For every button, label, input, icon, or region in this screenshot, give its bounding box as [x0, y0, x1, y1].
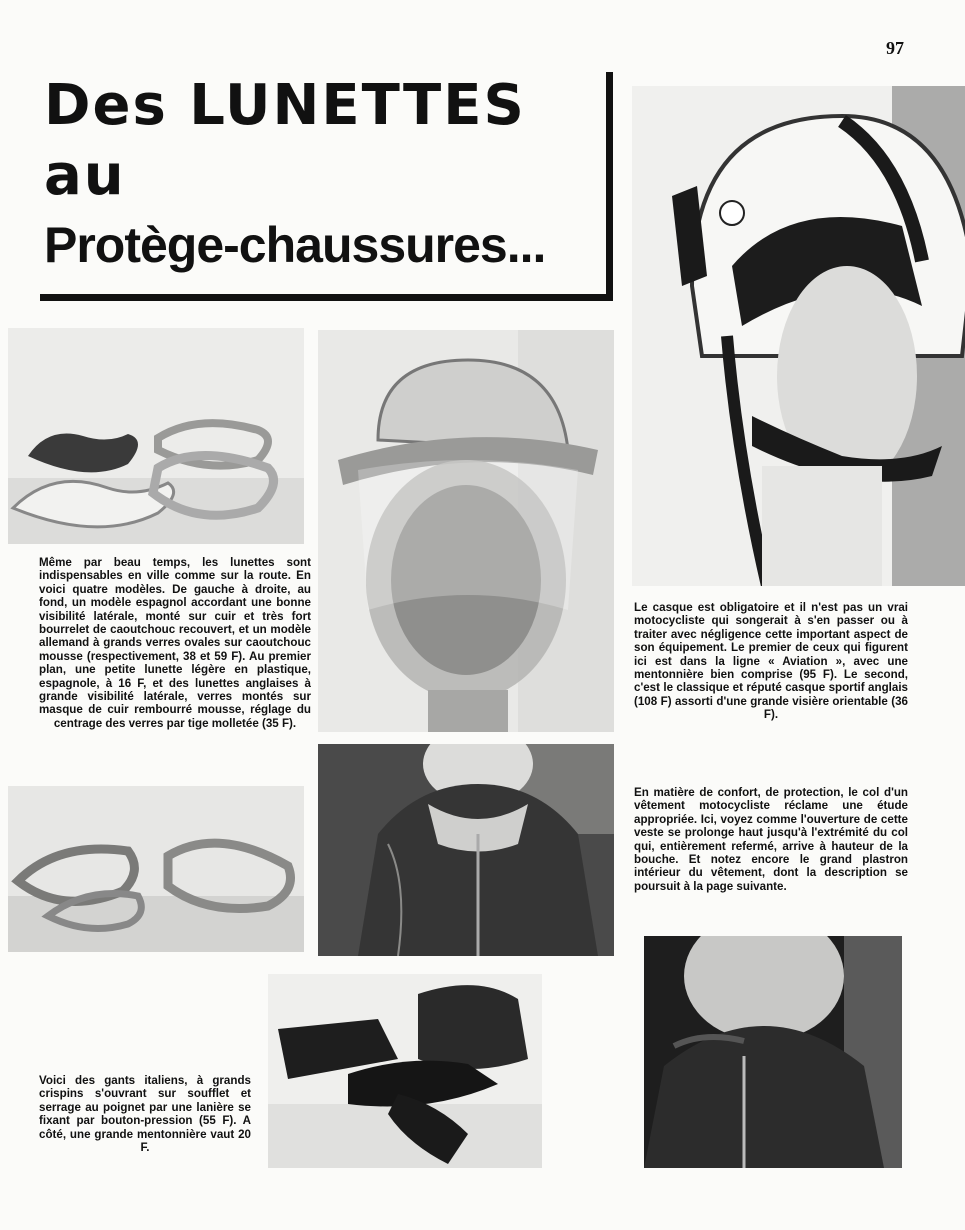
page-number: 97	[886, 38, 904, 58]
caption-collar: En matière de confort, de protection, le col d'un vêtement motocycliste réclame une étude appropriée. Ici, voyez comme l'ouverture de cette veste se prolonge haut jusqu'à l'extrémité du col qui, entièrement refermé, arrive à hauteur de la bouche. Et notez encore le grand plastron intérieur du vêtement, dont la description se poursuit à la page suivante.	[634, 786, 908, 893]
photo-man-jacket	[644, 936, 902, 1168]
caption-goggles: Même par beau temps, les lunettes sont indispensables en ville comme sur la route. En voici quatre modèles. De gauche à droite, au fond, un modèle espagnol accordant une bonne visibilité latérale, monté sur cuir et très fort bourrelet de caoutchouc recouvert, et un modèle allemand à grands verres ovales sur caoutchouc mousse (respectivement, 38 et 59 F). Au premier plan, une petite lunette légère en plastique, espagnole, à 16 F, et des lunettes anglaises à grande visibilité latérale, verres montés sur masque de cuir rembourré mousse, réglage du centrage des verres par tige molletée (35 F).	[39, 556, 311, 730]
photo-goggles-front	[8, 786, 304, 952]
photo-gloves	[268, 974, 542, 1168]
caption-gloves: Voici des gants italiens, à grands crispins s'ouvrant sur soufflet et serrage au poignet par une lanière se fixant par bouton-pression (55 F). A côté, une grande mentonnière vaut 20 F.	[39, 1074, 251, 1155]
photo-jacket-collar	[318, 744, 614, 956]
page-title-line-3: Protège-chaussures...	[44, 217, 546, 273]
photo-helmet-aviation	[632, 86, 965, 586]
caption-helmet: Le casque est obligatoire et il n'est pas un vrai motocycliste qui songerait à s'en passer ou à traiter avec négligence cette important aspect de son équipement. Le premier de ceux qui figurent ici est dans la ligne « Aviation », avec une mentonnière bien comprise (95 F). Le second, c'est le classique et réputé casque sportif anglais (108 F) assorti d'une grande visière orientable (36 F).	[634, 601, 908, 722]
photo-goggles-back	[8, 328, 304, 544]
page-title-line-2: au	[44, 143, 126, 208]
page-title-line-1: Des LUNETTES	[44, 73, 526, 138]
photo-helmet-visor	[318, 330, 614, 732]
